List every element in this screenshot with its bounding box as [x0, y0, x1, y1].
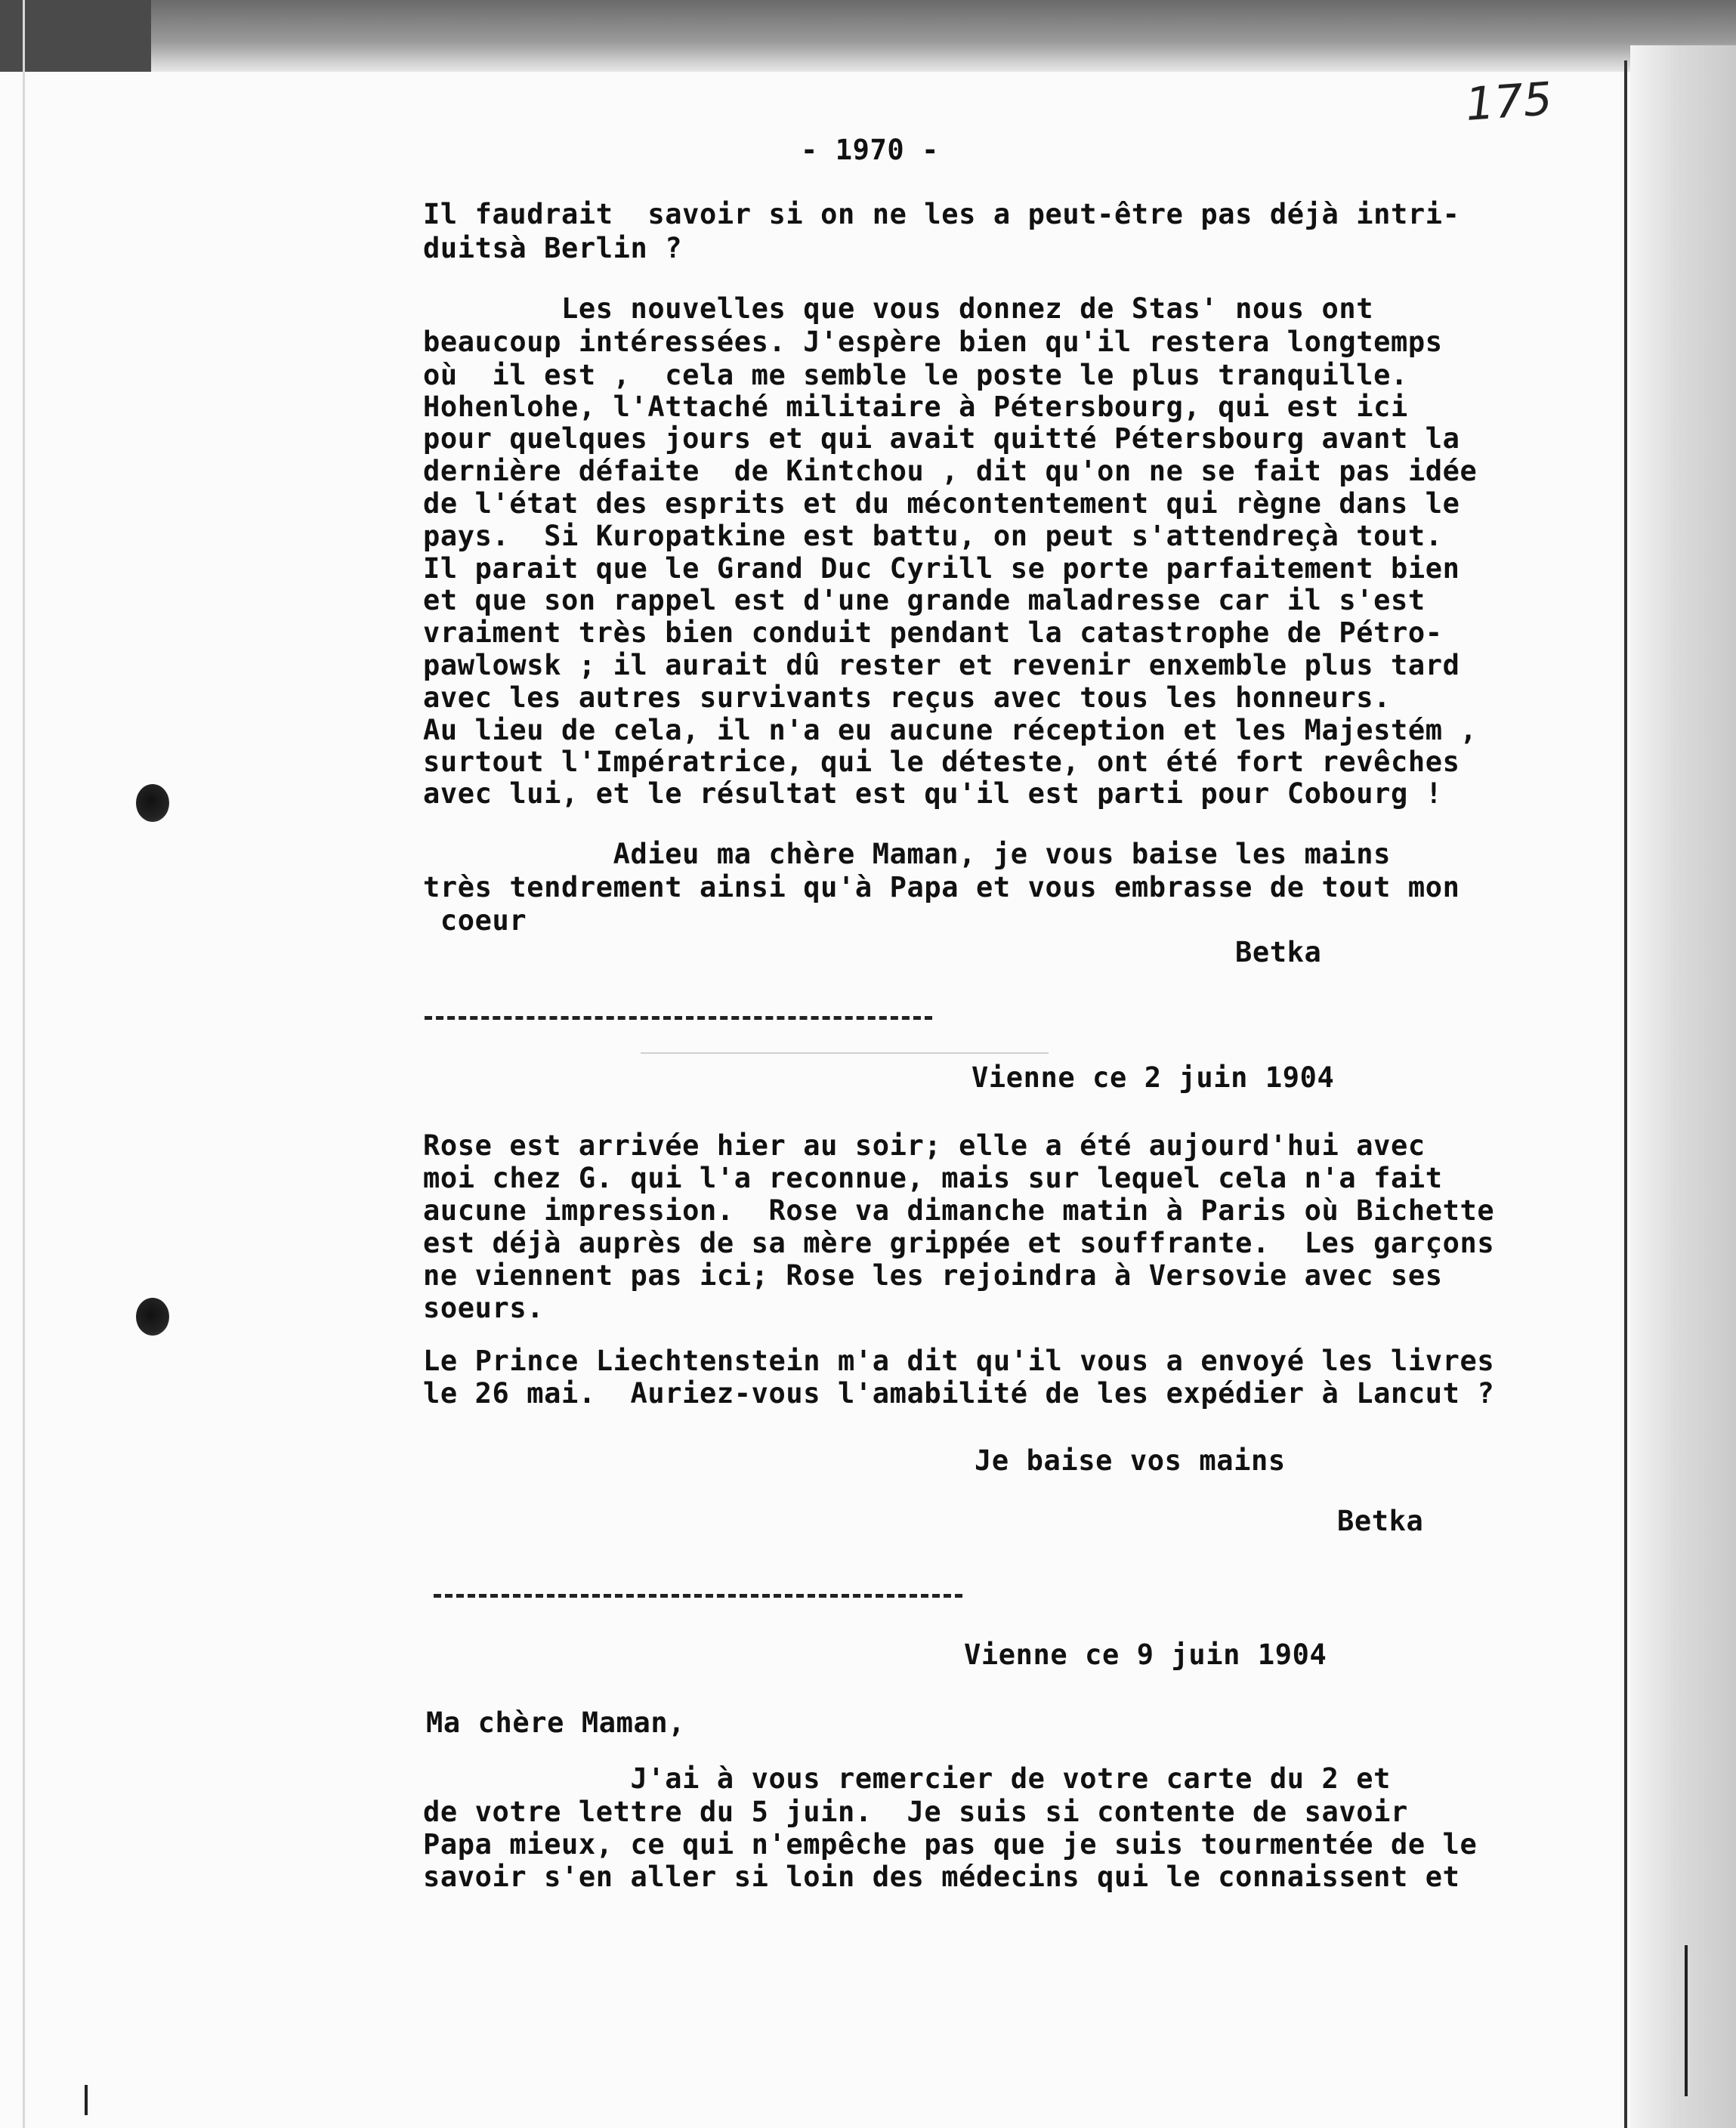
text-line: de votre lettre du 5 juin. Je suis si contente de savoir — [423, 1796, 1408, 1828]
text-line: soeurs. — [423, 1292, 545, 1324]
text-line: Le Prince Liechtenstein m'a dit qu'il vous a envoyé les livres — [423, 1345, 1495, 1377]
text-line: aucune impression. Rose va dimanche matin à Paris où Bichette — [423, 1194, 1495, 1227]
signature: Betka — [1337, 1505, 1424, 1537]
text-line: Il parait que le Grand Duc Cyrill se porte parfaitement bien — [423, 552, 1460, 585]
text-line: avec lui, et le résultat est qu'il est parti pour Cobourg ! — [423, 777, 1443, 810]
closing-line: Adieu ma chère Maman, je vous baise les mains — [423, 838, 1392, 870]
text-line: ne viennent pas ici; Rose les rejoindra à Versovie avec ses — [423, 1259, 1443, 1292]
dateline: Vienne ce 9 juin 1904 — [964, 1638, 1327, 1671]
text-line: pawlowsk ; il aurait dû rester et revenir enxemble plus tard — [423, 649, 1460, 681]
text-line: Il faudrait savoir si on ne les a peut-être pas déjà intri- — [423, 198, 1460, 230]
dateline: Vienne ce 2 juin 1904 — [971, 1061, 1335, 1094]
text-line: beaucoup intéressées. J'espère bien qu'il restera longtemps — [423, 326, 1443, 358]
separator-rule — [425, 1016, 932, 1020]
closing-line: Je baise vos mains — [975, 1444, 1286, 1477]
text-line: Hohenlohe, l'Attaché militaire à Pétersbourg, qui est ici — [423, 391, 1408, 423]
text-line: avec les autres survivants reçus avec tous les honneurs. — [423, 681, 1392, 714]
signature: Betka — [1235, 936, 1322, 968]
scan-right-edge — [1630, 45, 1736, 2128]
text-line: de l'état des esprits et du mécontentement qui règne dans le — [423, 487, 1460, 520]
text-line: pays. Si Kuropatkine est battu, on peut s'attendreçà tout. — [423, 520, 1443, 552]
punch-hole — [136, 1298, 169, 1336]
page-number: - 1970 - — [801, 134, 940, 166]
text-line: dernière défaite de Kintchou , dit qu'on ne se fait pas idée — [423, 455, 1478, 487]
text-line: où il est , cela me semble le poste le plus tranquille. — [423, 359, 1408, 391]
text-line: le 26 mai. Auriez-vous l'amabilité de les expédier à Lancut ? — [423, 1377, 1495, 1410]
scan-top-edge — [0, 0, 1736, 72]
punch-hole — [136, 784, 169, 822]
scan-right-mark — [1685, 1945, 1688, 2096]
text-line: Les nouvelles que vous donnez de Stas' nous ont — [423, 292, 1374, 325]
text-line: duitsà Berlin ? — [423, 232, 683, 264]
text-line: est déjà auprès de sa mère grippée et souffrante. Les garçons — [423, 1227, 1495, 1259]
closing-line: très tendrement ainsi qu'à Papa et vous embrasse de tout mon — [423, 871, 1460, 903]
text-line: et que son rappel est d'une grande maladresse car il s'est — [423, 584, 1426, 616]
text-line: Au lieu de cela, il n'a eu aucune réception et les Majestém , — [423, 714, 1478, 746]
salutation: Ma chère Maman, — [426, 1706, 686, 1739]
text-line: savoir s'en aller si loin des médecins qui le connaissent et — [423, 1861, 1460, 1893]
text-line: Papa mieux, ce qui n'empêche pas que je suis tourmentée de le — [423, 1828, 1478, 1861]
closing-line: coeur — [423, 904, 527, 937]
scan-right-border — [1624, 60, 1627, 2128]
text-line: Rose est arrivée hier au soir; elle a été aujourd'hui avec — [423, 1129, 1426, 1162]
separator-rule — [434, 1594, 962, 1598]
scan-bottom-mark — [85, 2085, 88, 2115]
text-line: vraiment très bien conduit pendant la catastrophe de Pétro- — [423, 616, 1443, 649]
text-line: pour quelques jours et qui avait quitté Pétersbourg avant la — [423, 422, 1460, 455]
folio-number: 175 — [1463, 73, 1554, 131]
text-line: surtout l'Impératrice, qui le déteste, ont été fort revêches — [423, 746, 1460, 778]
scan-left-edge — [23, 0, 25, 2128]
faint-line — [641, 1052, 1049, 1054]
text-line: moi chez G. qui l'a reconnue, mais sur lequel cela n'a fait — [423, 1162, 1443, 1194]
text-line: J'ai à vous remercier de votre carte du 2 et — [423, 1762, 1392, 1795]
